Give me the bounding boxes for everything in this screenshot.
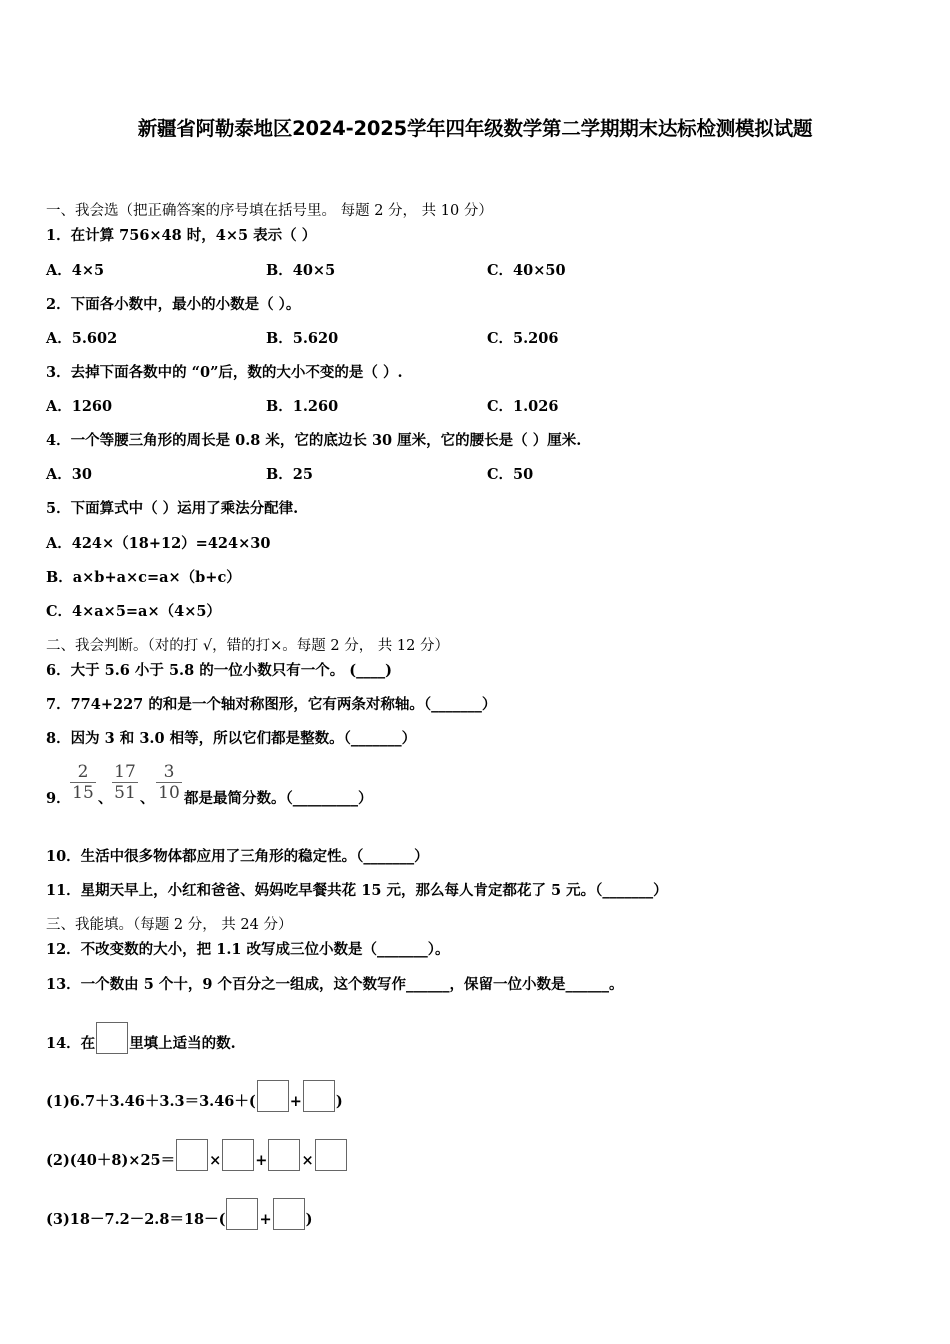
equation-3 [46,1198,313,1230]
eq3-text: (3)18－7.2－2.8＝18－( [46,1211,226,1228]
numerator: 17 [114,762,136,782]
plus-sign: + [255,1152,268,1169]
answer-box[interactable] [222,1139,254,1171]
question-3: 3．去掉下面各数中的 “0”后，数的大小不变的是（ ）. [46,364,403,381]
equation-1 [46,1080,343,1112]
q3-option-a: A．1260 [46,398,113,415]
q14-text-b: 里填上适当的数. [129,1035,236,1052]
question-5: 5．下面算式中（ ）运用了乘法分配律. [46,500,299,517]
section-3-heading: 三、我能填。（每题 2 分， 共 24 分） [46,917,293,933]
question-11: 11．星期天早上，小红和爸爸、妈妈吃早餐共花 15 元，那么每人肯定都花了 5 元。（_______） [46,882,668,899]
question-12: 12．不改变数的大小，把 1.1 改写成三位小数是（_______）。 [46,941,450,958]
plus-sign: + [259,1211,272,1228]
question-13: 13．一个数由 5 个十，9 个百分之一组成，这个数写作______，保留一位小数是______。 [46,976,624,993]
answer-box[interactable] [176,1139,208,1171]
denominator: 51 [112,782,138,803]
answer-box[interactable] [96,1022,128,1054]
fraction-17-51 [112,762,138,803]
fraction-2-15 [70,762,96,803]
question-10: 10．生活中很多物体都应用了三角形的稳定性。（_______） [46,848,429,865]
q4-option-a: A．30 [46,466,92,483]
section-1-heading: 一、我会选（把正确答案的序号填在括号里。 每题 2 分， 共 10 分） [46,203,493,219]
page-title: 新疆省阿勒泰地区2024-2025学年四年级数学第二学期期末达标检测模拟试题 [137,117,813,140]
q5-option-b: B．a×b+a×c=a×（b+c） [46,569,241,586]
question-14 [46,1022,236,1054]
q14-text-a: 14．在 [46,1035,96,1052]
separator: 、 [140,790,155,807]
q2-option-a: A．5.602 [46,330,118,347]
answer-box[interactable] [303,1080,335,1112]
section-2-heading: 二、我会判断。（对的打 √，错的打×。每题 2 分， 共 12 分） [46,638,449,654]
question-8: 8．因为 3 和 3.0 相等，所以它们都是整数。（_______） [46,730,417,747]
denominator: 10 [156,782,182,803]
question-9-number: 9． [46,790,71,807]
times-sign: × [209,1152,222,1169]
q5-option-c: C．4×a×5=a×（4×5） [46,603,221,620]
question-1: 1．在计算 756×48 时，4×5 表示（ ） [46,227,317,244]
eq1-text: (1)6.7＋3.46＋3.3＝3.46＋( [46,1093,256,1110]
answer-box[interactable] [273,1198,305,1230]
separator: 、 [98,790,113,807]
numerator: 2 [77,762,89,782]
answer-box[interactable] [315,1139,347,1171]
q4-option-c: C．50 [487,466,534,483]
close-paren: ) [305,1211,313,1228]
equation-2 [46,1139,348,1171]
answer-box[interactable] [226,1198,258,1230]
q1-option-b: B．40×5 [266,262,336,279]
eq2-text: (2)(40＋8)×25＝ [46,1152,176,1169]
q5-option-a: A．424×（18+12）=424×30 [46,535,271,552]
times-sign: × [301,1152,314,1169]
answer-box[interactable] [257,1080,289,1112]
question-2: 2．下面各小数中，最小的小数是（ ）。 [46,296,301,313]
q1-option-c: C．40×50 [487,262,566,279]
q4-option-b: B．25 [266,466,313,483]
close-paren: ) [335,1093,343,1110]
denominator: 15 [70,782,96,803]
question-4: 4．一个等腰三角形的周长是 0.8 米，它的底边长 30 厘米，它的腰长是（ ）厘米. [46,432,582,449]
fraction-3-10 [156,762,182,803]
q1-option-a: A．4×5 [46,262,105,279]
numerator: 3 [163,762,175,782]
q2-option-c: C．5.206 [487,330,559,347]
plus-sign: + [289,1093,302,1110]
answer-box[interactable] [268,1139,300,1171]
question-7: 7．774+227 的和是一个轴对称图形，它有两条对称轴。（_______） [46,696,497,713]
question-9-text: 都是最简分数。（_________） [184,790,373,807]
q2-option-b: B．5.620 [266,330,339,347]
q3-option-b: B．1.260 [266,398,339,415]
q3-option-c: C．1.026 [487,398,559,415]
question-6: 6．大于 5.6 小于 5.8 的一位小数只有一个。 (____) [46,662,393,679]
